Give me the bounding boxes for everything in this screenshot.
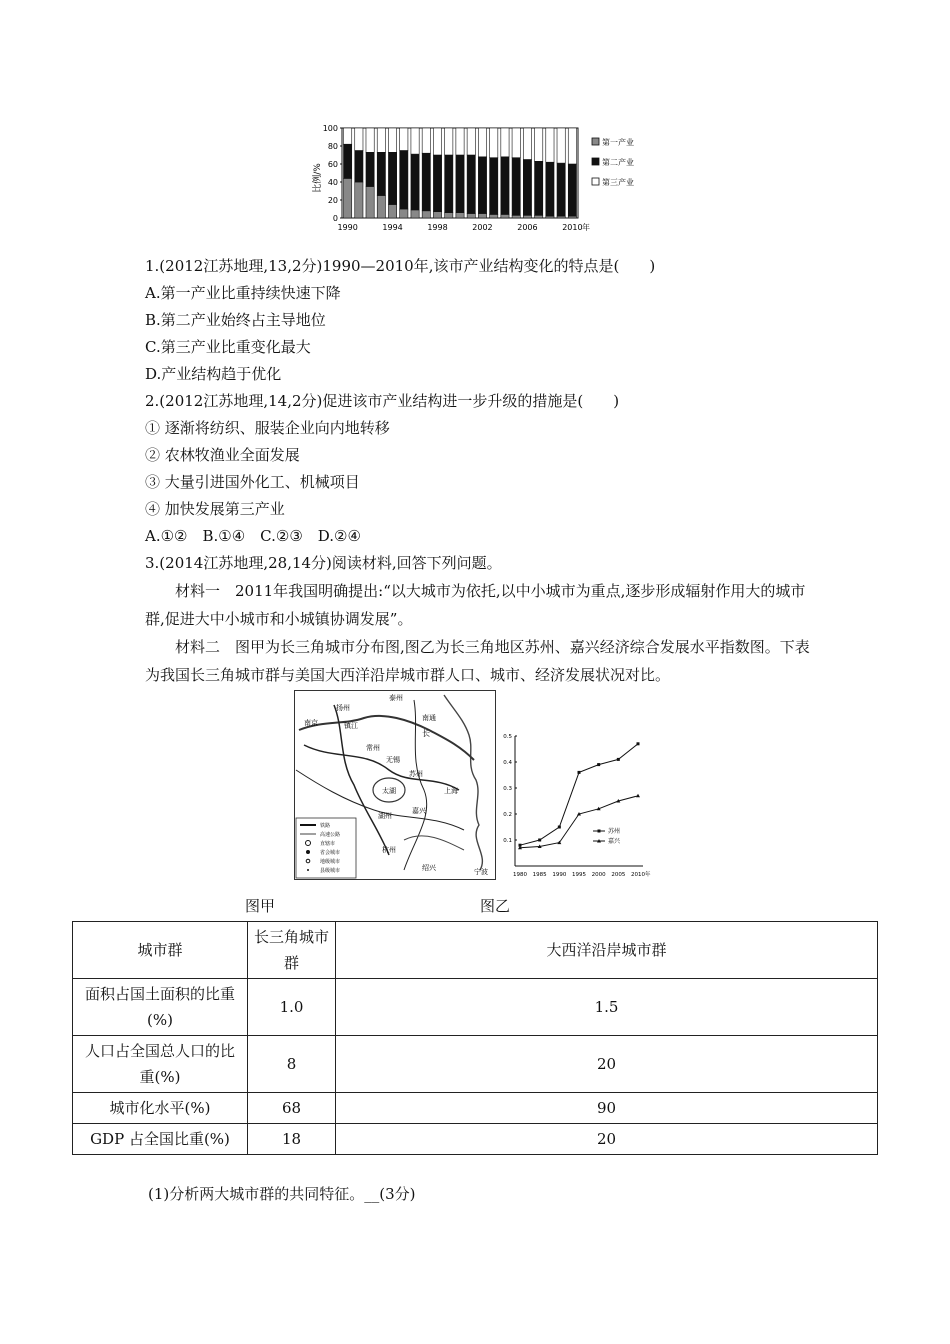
- bar-segment: [568, 164, 576, 216]
- data-point: [617, 758, 620, 761]
- x-tick-label: 2000: [591, 872, 606, 878]
- x-axis-unit: 年: [582, 223, 590, 232]
- city-label: 杭州: [382, 846, 396, 854]
- cell: 1.5: [336, 979, 878, 1036]
- legend-label: 第三产业: [602, 178, 634, 187]
- bar-segment: [388, 205, 396, 219]
- bar-segment: [355, 151, 363, 183]
- city-label: 太湖: [382, 787, 396, 795]
- city-label: 绍兴: [422, 864, 436, 872]
- q2-item-3: ③ 大量引进国外化工、机械项目: [145, 473, 360, 491]
- legend-label: 铁路: [320, 823, 331, 829]
- bar-segment: [366, 152, 374, 186]
- header-text: 群: [283, 954, 299, 972]
- y-tick-label: 40: [327, 178, 338, 187]
- q2-item-1: ① 逐渐将纺织、服装企业向内地转移: [145, 419, 390, 437]
- y-tick-label: 60: [327, 160, 338, 169]
- bar-segment: [422, 128, 430, 153]
- table-row: [73, 1124, 878, 1155]
- legend-label: 第一产业: [602, 138, 634, 147]
- row-label-text: (%): [147, 1011, 173, 1029]
- header-cell: 城市群: [73, 922, 248, 979]
- caption-yi: 图乙: [480, 897, 511, 915]
- x-tick-label: 1998: [427, 223, 448, 232]
- bar-segment: [366, 187, 374, 219]
- table-row: [73, 979, 878, 1036]
- data-point: [597, 763, 600, 766]
- bar-segment: [400, 209, 408, 218]
- railway-1: [304, 745, 459, 790]
- industry-structure-chart: [300, 118, 650, 238]
- bar-segment: [422, 153, 430, 211]
- cell: 18: [248, 1124, 336, 1155]
- comparison-table: [72, 921, 878, 1155]
- city-label: 宁波: [474, 868, 488, 876]
- cell: 20: [336, 1036, 878, 1093]
- bar-segment: [411, 128, 419, 154]
- header-cell: [248, 922, 336, 979]
- bar-segment: [568, 128, 576, 164]
- cell: 20: [336, 1124, 878, 1155]
- yangtze-river: [299, 716, 474, 760]
- x-tick-label: 1985: [532, 872, 547, 878]
- y-tick-label: 0: [332, 214, 338, 223]
- q1-option-a: A.第一产业比重持续快速下降: [145, 284, 341, 302]
- x-axis-unit: 年: [645, 872, 651, 878]
- q1-option-b: B.第二产业始终占主导地位: [145, 311, 326, 329]
- city-label: 南京: [304, 719, 318, 727]
- expressway-1: [404, 700, 427, 870]
- bar-segment: [467, 214, 475, 219]
- legend-label: 第二产业: [602, 158, 634, 167]
- x-tick-label: 2006: [517, 223, 538, 232]
- bar-segment: [433, 128, 441, 155]
- question-1: 1.(2012江苏地理,13,2分)1990—2010年,该市产业结构变化的特点是( ): [145, 257, 656, 275]
- row-label-text: 人口占全国总人口的比: [84, 1042, 235, 1060]
- cell: 8: [248, 1036, 336, 1093]
- row-label: 城市化水平(%): [73, 1093, 248, 1124]
- sub-question-1: (1)分析两大城市群的共同特征。__(3分): [148, 1185, 416, 1203]
- data-point: [637, 742, 640, 745]
- data-point: [636, 794, 640, 798]
- city-label: 苏州: [409, 770, 423, 778]
- bar-segment: [557, 163, 565, 216]
- row-label: GDP 占全国比重(%): [73, 1124, 248, 1155]
- y-tick-label: 80: [327, 142, 338, 151]
- material-1: 材料一 2011年我国明确提出:“以大城市为依托,以中小城市为重点,逐步形成辐射作用大的城市群,促进大中小城市和小城镇协调发展”。: [145, 582, 806, 628]
- bar-segment: [501, 214, 509, 218]
- q1-option-c: C.第三产业比重变化最大: [145, 338, 311, 356]
- caption-jia: 图甲: [245, 897, 276, 915]
- bar-segment: [478, 128, 486, 157]
- legend-label: 高速公路: [320, 832, 341, 838]
- y-tick-label: 0.4: [503, 760, 512, 766]
- bar-segment: [422, 211, 430, 218]
- x-tick-label: 1995: [572, 872, 586, 878]
- bar-segment: [445, 128, 453, 155]
- bar-segment: [456, 128, 464, 155]
- cell: 90: [336, 1093, 878, 1124]
- bar-segment: [400, 151, 408, 210]
- bar-segment: [445, 155, 453, 213]
- table-header-row: [73, 922, 878, 979]
- bar-segment: [366, 128, 374, 152]
- x-tick-label: 2005: [611, 872, 626, 878]
- bar-segment: [344, 178, 352, 218]
- x-tick-label: 2002: [472, 223, 493, 232]
- bar-segment: [478, 214, 486, 219]
- bar-segment: [445, 213, 453, 218]
- header-text: 长三角城市: [253, 928, 329, 946]
- city-label: 泰州: [389, 694, 403, 702]
- bar-segment: [433, 212, 441, 218]
- y-axis-label: 比例/%: [313, 163, 323, 193]
- city-label: 上海: [444, 787, 458, 795]
- data-point: [578, 771, 581, 774]
- legend-label: 地级城市: [320, 859, 341, 865]
- bar-segment: [377, 152, 385, 195]
- bar-segment: [501, 157, 509, 215]
- x-tick-label: 2010: [562, 223, 583, 232]
- bar-segment: [355, 182, 363, 218]
- city-label: 南通: [422, 714, 436, 722]
- y-tick-label: 0.3: [503, 786, 512, 792]
- bar-segment: [456, 155, 464, 213]
- legend-label: 省会城市: [320, 850, 341, 856]
- bar-segment: [355, 128, 363, 151]
- legend-label: 县级城市: [320, 868, 341, 874]
- city-label: 扬州: [336, 704, 350, 712]
- cell: 68: [248, 1093, 336, 1124]
- map-legend: [296, 818, 356, 878]
- row-label: [73, 979, 248, 1036]
- legend-label: 嘉兴: [608, 838, 621, 845]
- q1-option-d: D.产业结构趋于优化: [145, 365, 282, 383]
- row-label-text: 重(%): [139, 1068, 181, 1086]
- bar-segment: [411, 210, 419, 218]
- header-cell: 大西洋沿岸城市群: [336, 922, 878, 979]
- y-tick-label: 100: [322, 124, 338, 133]
- bar-segment: [557, 128, 565, 163]
- row-label: [73, 1036, 248, 1093]
- bar-segment: [523, 128, 531, 160]
- legend-marker: [598, 830, 601, 833]
- yangtze-delta-map: [294, 690, 496, 880]
- series-line: [520, 796, 638, 848]
- bar-segment: [490, 128, 498, 158]
- table-row: [73, 1036, 878, 1093]
- x-tick-label: 1994: [382, 223, 403, 232]
- bar-segment: [535, 128, 543, 161]
- question-3: 3.(2014江苏地理,28,14分)阅读材料,回答下列问题。: [145, 554, 502, 572]
- bar-segment: [490, 214, 498, 218]
- legend-provincial-symbol: [306, 850, 310, 854]
- city-label: 长: [422, 729, 430, 738]
- x-tick-label: 1990: [337, 223, 358, 232]
- bar-segment: [523, 215, 531, 218]
- bar-segment: [512, 215, 520, 218]
- cell: 1.0: [248, 979, 336, 1036]
- legend-label: 苏州: [608, 828, 621, 835]
- legend-swatch: [592, 138, 599, 145]
- city-label: 嘉兴: [412, 807, 426, 815]
- q2-item-2: ② 农林牧渔业全面发展: [145, 446, 300, 464]
- data-point: [538, 839, 541, 842]
- city-label: 湖州: [378, 812, 392, 820]
- legend-swatch: [592, 158, 599, 165]
- legend-swatch: [592, 178, 599, 185]
- bar-segment: [411, 154, 419, 210]
- bar-segment: [377, 128, 385, 152]
- bar-segment: [535, 161, 543, 215]
- question-2: 2.(2012江苏地理,14,2分)促进该市产业结构进一步升级的措施是( ): [145, 392, 620, 410]
- table-row: [73, 1093, 878, 1124]
- city-label: 无锡: [386, 756, 400, 764]
- y-tick-label: 0.2: [503, 812, 512, 818]
- x-tick-label: 1980: [513, 872, 527, 878]
- bar-segment: [467, 155, 475, 214]
- bar-segment: [490, 158, 498, 215]
- bar-segment: [535, 215, 543, 218]
- city-label: 镇江: [344, 722, 358, 730]
- y-tick-label: 20: [327, 196, 338, 205]
- bar-segment: [388, 152, 396, 204]
- bar-segment: [478, 157, 486, 214]
- bar-segment: [344, 144, 352, 178]
- bar-segment: [523, 160, 531, 216]
- bar-segment: [344, 128, 352, 144]
- bar-segment: [512, 128, 520, 158]
- bar-segment: [456, 213, 464, 218]
- bar-segment: [501, 128, 509, 157]
- y-tick-label: 0.1: [503, 838, 512, 844]
- x-tick-label: 2010: [631, 872, 645, 878]
- city-label: 常州: [366, 744, 380, 752]
- x-tick-label: 1990: [552, 872, 567, 878]
- bar-segment: [377, 196, 385, 219]
- bar-segment: [546, 128, 554, 162]
- development-index-chart: [495, 728, 665, 883]
- bar-segment: [467, 128, 475, 155]
- material-2: 材料二 图甲为长三角城市分布图,图乙为长三角地区苏州、嘉兴经济综合发展水平指数图。下表为我国长三角城市群与美国大西洋沿岸城市群人口、城市、经济发展状况对比。: [145, 638, 810, 684]
- bar-segment: [433, 155, 441, 212]
- series-line: [520, 744, 638, 845]
- q2-options: A.①② B.①④ C.②③ D.②④: [145, 527, 361, 545]
- bar-segment: [388, 128, 396, 152]
- bar-segment: [512, 158, 520, 216]
- y-tick-label: 0.5: [503, 734, 512, 740]
- q2-item-4: ④ 加快发展第三产业: [145, 500, 285, 518]
- legend-county-symbol: [307, 869, 309, 871]
- bar-segment: [400, 128, 408, 151]
- row-label-text: 面积占国土面积的比重: [84, 985, 235, 1003]
- legend-label: 直辖市: [320, 841, 336, 847]
- data-point: [558, 826, 561, 829]
- bar-segment: [546, 162, 554, 216]
